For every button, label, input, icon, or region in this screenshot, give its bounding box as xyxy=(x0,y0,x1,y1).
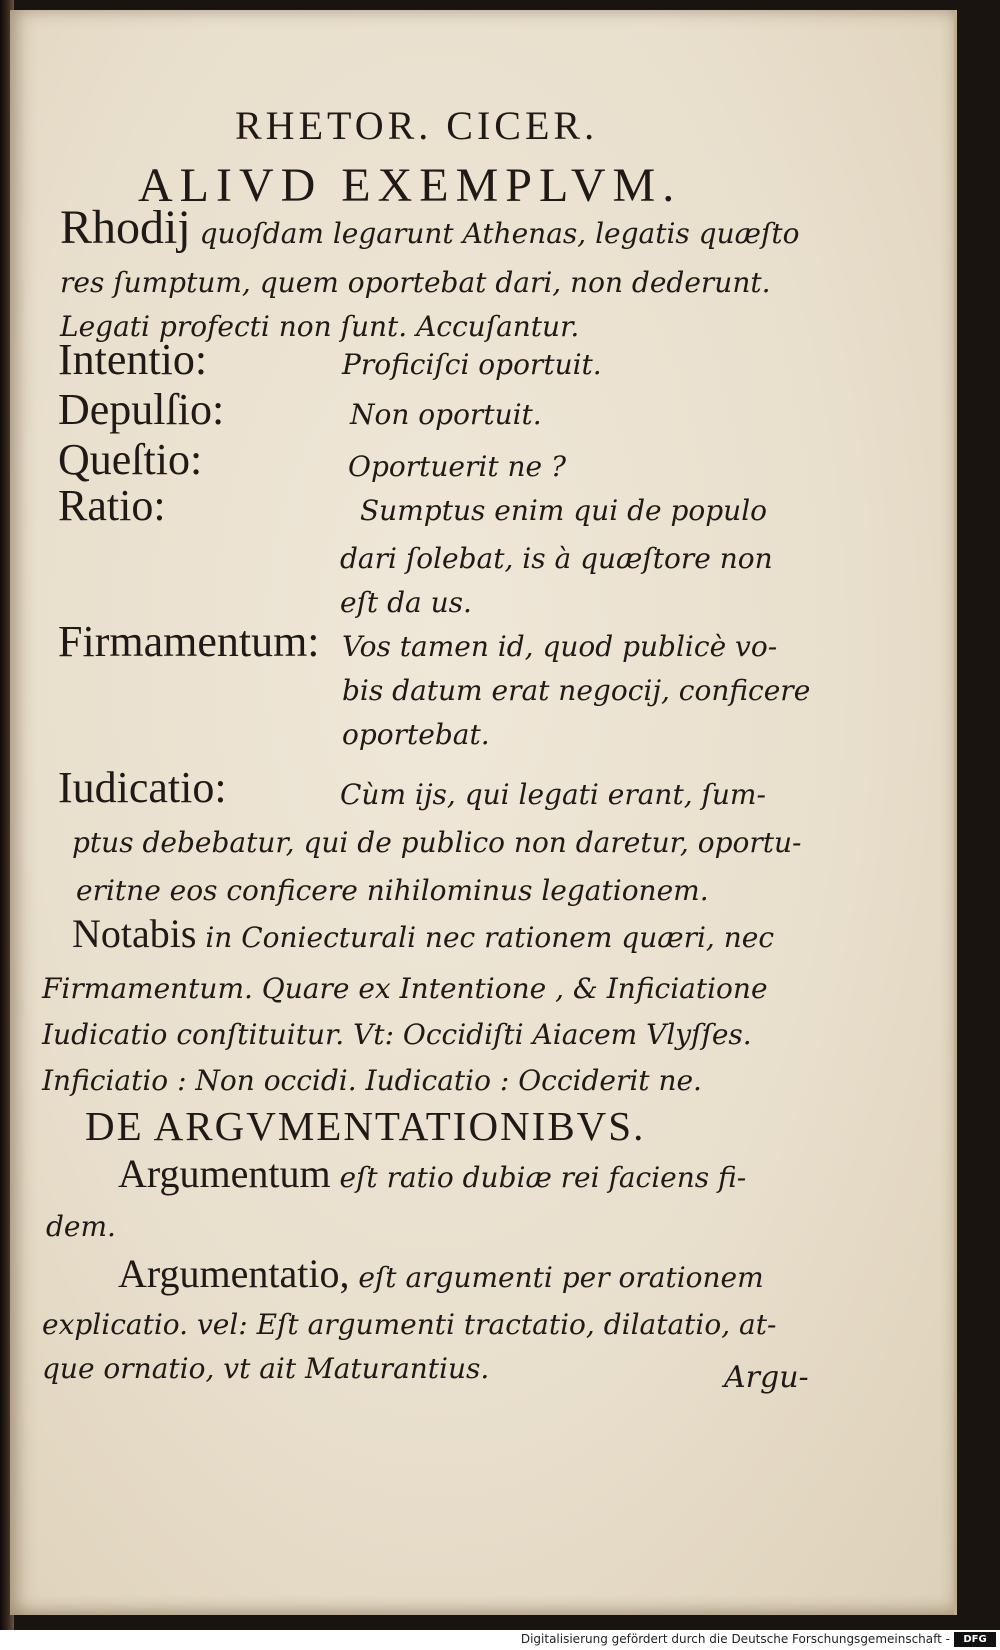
catchword: Argu- xyxy=(724,1360,809,1395)
term-value-iudicatio-line-1: Cùm ijs, qui legati erant, ſum- xyxy=(340,778,766,811)
term-value-questio: Oportuerit ne ? xyxy=(348,450,566,483)
running-header: RHETOR. CICER. xyxy=(235,103,599,148)
intro-line-1-text: quoſdam legarunt Athenas, legatis quæſto xyxy=(199,217,800,250)
argumentum-line-1-text: eſt ratio dubiæ rei faciens fi- xyxy=(339,1161,747,1194)
dfg-logo: DFG xyxy=(954,1632,996,1647)
term-label-ratio: Ratio: xyxy=(58,481,166,530)
note-line-3: Iudicatio conſtituitur. Vt: Occidiſti Aiacem Vlyſſes. xyxy=(42,1018,752,1051)
term-value-intentio: Proficiſci oportuit. xyxy=(342,348,602,381)
argumentatio-line-2: explicatio. vel: Eſt argumenti tractatio, dilatatio, at- xyxy=(42,1308,777,1341)
term-label-firmamentum: Firmamentum: xyxy=(58,617,320,666)
argumentum-lead: Argumentum xyxy=(118,1151,331,1196)
term-value-iudicatio-line-2: ptus debebatur, qui de publico non daretur, oportu- xyxy=(72,826,802,859)
term-value-firmamentum-line-1: Vos tamen id, quod publicè vo- xyxy=(342,630,778,663)
note-line-4: Inficiatio : Non occidi. Iudicatio : Occiderit ne. xyxy=(42,1064,702,1097)
term-value-ratio-line-3: eſt da us. xyxy=(340,586,472,619)
term-value-ratio-line-1: Sumptus enim qui de populo xyxy=(360,494,768,527)
funding-notice: Digitalisierung gefördert durch die Deutsche Forschungsgemeinschaft - xyxy=(520,1632,950,1646)
term-value-firmamentum-line-3: oportebat. xyxy=(342,718,490,751)
term-value-firmamentum-line-2: bis datum erat negocij, conficere xyxy=(342,674,811,707)
term-label-questio: Queſtio: xyxy=(58,435,203,484)
argumentatio-line-1 xyxy=(118,1250,764,1297)
term-value-depulsio: Non oportuit. xyxy=(350,398,542,431)
term-label-depulsio: Depulſio: xyxy=(58,385,225,434)
intro-initial: Rhodij xyxy=(60,201,191,254)
note-lead: Notabis xyxy=(72,911,197,956)
argumentatio-line-1-text: eſt argumenti per orationem xyxy=(358,1261,764,1294)
intro-line-2: res ſumptum, quem oportebat dari, non dederunt. xyxy=(60,266,771,299)
argumentum-line-2: dem. xyxy=(46,1210,116,1243)
argumentum-line-1 xyxy=(118,1150,746,1197)
footer-bar xyxy=(0,1630,1000,1650)
intro-line-1 xyxy=(60,200,799,255)
term-label-iudicatio: Iudicatio: xyxy=(58,763,227,812)
term-value-ratio-line-2: dari ſolebat, is à quæſtore non xyxy=(340,542,773,575)
note-line-2: Firmamentum. Quare ex Intentione , & Inficiatione xyxy=(42,972,768,1005)
intro-line-3: Legati profecti non ſunt. Accuſantur. xyxy=(60,310,580,343)
term-label-intentio: Intentio: xyxy=(58,335,208,384)
example-heading: ALIVD EXEMPLVM. xyxy=(138,159,682,212)
section-heading: DE ARGVMENTATIONIBVS. xyxy=(85,1103,646,1149)
argumentatio-lead: Argumentatio, xyxy=(118,1251,350,1296)
argumentatio-line-3: que ornatio, vt ait Maturantius. xyxy=(42,1352,490,1385)
note-line-1 xyxy=(72,910,774,957)
term-value-iudicatio-line-3: eritne eos conficere nihilominus legationem. xyxy=(76,874,709,907)
note-line-1-text: in Coniecturali nec rationem quæri, nec xyxy=(205,921,775,954)
book-page xyxy=(10,10,957,1615)
